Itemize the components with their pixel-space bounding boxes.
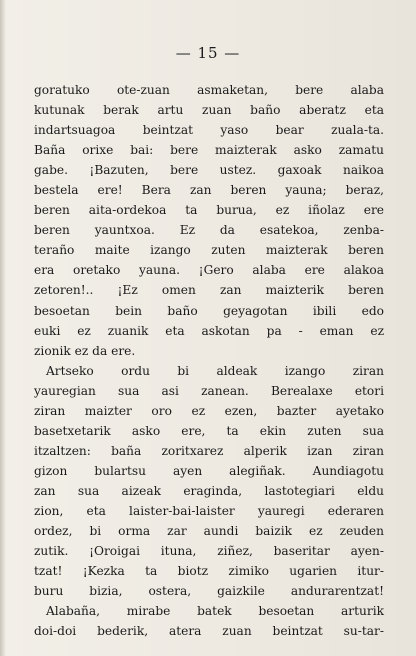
text-line: beren aita-ordekoa ta burua, ez iñolaz ere (34, 203, 384, 218)
text-line: zetoren!.. ¡Ez omen zan maizterik beren (34, 283, 384, 298)
text-line: Alabaña, mirabe batek besoetan arturik (46, 604, 384, 619)
text-line: Baña orixe bai: bere maizterak asko zamatu (34, 143, 384, 158)
text-line: basetxetarik asko ere, ta ekin zuten sua (34, 423, 384, 438)
text-line: bestela ere! Bera zan beren yauna; beraz, (34, 183, 384, 198)
paragraph-3 (34, 601, 384, 641)
text-line: besoetan bein baño geyagotan ibili edo (34, 303, 384, 318)
text-line: buru bizia, ostera, gaizkile andurarentzat! (34, 584, 384, 599)
page-edge-shadow (0, 0, 6, 656)
text-line: euki ez zuanik eta askotan pa - eman ez (34, 323, 384, 338)
text-line: teraño maite izango zuten maizterak beren (34, 243, 384, 258)
paragraph-1 (34, 80, 384, 361)
text-line: zutik. ¡Oroigai ituna, ziñez, baseritar ayen- (34, 544, 384, 559)
text-line: gizon bulartsu ayen alegiñak. Aundiagotu (34, 463, 384, 478)
text-line: tzat! ¡Kezka ta biotz zimiko ugarien itur- (34, 564, 384, 579)
text-line: ziran maizter oro ez ezen, bazter ayetako (34, 403, 384, 418)
text-line: indartsuagoa beintzat yaso bear zuala-ta. (34, 123, 384, 138)
text-line: goratuko ote-zuan asmaketan, bere alaba (34, 83, 384, 97)
text-line: zion, eta laister-bai-laister yauregi ederaren (34, 503, 384, 518)
text-line: itzaltzen: baña zoritxarez alperik izan ziran (34, 443, 384, 458)
body-text (34, 80, 384, 641)
text-line: kutunak berak artu zuan baño aberatz eta (34, 103, 384, 118)
text-line: zan sua aizeak eraginda, lastotegiari eldu (34, 483, 384, 498)
text-line: ordez, bi orma zar aundi baizik ez zeuden (34, 524, 384, 539)
text-line: gabe. ¡Bazuten, bere ustez. gaxoak naikoa (34, 163, 384, 178)
text-line: zionik ez da ere. (34, 343, 136, 358)
text-line: beren yauntxoa. Ez da esatekoa, zenba- (34, 223, 384, 238)
text-line: Artseko ordu bi aldeak izango ziran (46, 363, 384, 378)
paragraph-2 (34, 361, 384, 602)
page-number: — 15 — (175, 44, 241, 62)
text-line: doi-doi bederik, atera zuan beintzat su-tar- (34, 624, 384, 639)
text-line: era oretako yauna. ¡Gero alaba ere alakoa (34, 263, 384, 278)
text-line: yauregian sua asi zanean. Berealaxe etori (34, 383, 384, 398)
